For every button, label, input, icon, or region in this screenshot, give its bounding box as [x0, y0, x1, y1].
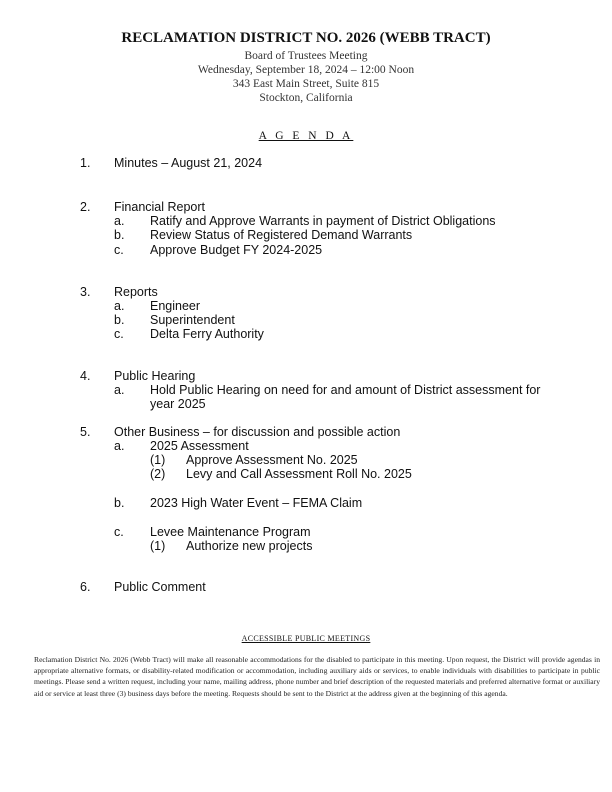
item-number: 2.	[80, 200, 91, 214]
agenda-heading: A G E N D A	[258, 130, 354, 142]
meeting-name: Board of Trustees Meeting	[244, 50, 368, 62]
item-other-business: Other Business – for discussion and possible action	[114, 425, 401, 439]
item-number: 4.	[80, 369, 91, 383]
meeting-city: Stockton, California	[259, 92, 353, 104]
sub-item-ratify-warrants: Ratify and Approve Warrants in payment of District Obligations	[150, 214, 496, 228]
sub-letter: c.	[114, 525, 124, 539]
item-public-comment: Public Comment	[114, 580, 206, 594]
sub-letter: a.	[114, 383, 125, 397]
sub-sub-number: (2)	[150, 467, 166, 481]
sub-letter: a.	[114, 214, 125, 228]
sub-letter: c.	[114, 243, 124, 257]
meeting-address: 343 East Main Street, Suite 815	[232, 78, 380, 90]
sub-letter: b.	[114, 496, 125, 510]
sub-letter: a.	[114, 299, 125, 313]
item-number: 3.	[80, 285, 91, 299]
item-minutes: Minutes – August 21, 2024	[114, 156, 263, 170]
accessibility-notice: Reclamation District No. 2026 (Webb Tract) will make all reasonable accommodations for the disabled to participate in this meeting. Upon request, the District will provide agendas in appropriate alternative formats, or disability-related modification or accommodation, including auxiliary aids or services, to enable individuals with disabilities to participate in public meetings. Please send a written request, including your name, mailing address, phone number and brief description of the requested materials and preferred alternative format or auxiliary aid or service at least three (3) business days before the meeting. Requests should be sent to the District at the address given at the beginning of this agenda.	[34, 655, 600, 698]
sub-sub-number: (1)	[150, 453, 166, 467]
sub-letter: c.	[114, 327, 124, 341]
sub-item-delta-ferry: Delta Ferry Authority	[150, 327, 264, 341]
sub-sub-item-new-projects: Authorize new projects	[186, 539, 313, 553]
sub-item-review-warrants: Review Status of Registered Demand Warrants	[150, 228, 413, 242]
accessibility-heading: ACCESSIBLE PUBLIC MEETINGS	[241, 634, 371, 643]
sub-item-hold-hearing: Hold Public Hearing on need for and amount of District assessment for	[150, 383, 541, 397]
sub-item-levee-maintenance: Levee Maintenance Program	[150, 525, 311, 539]
item-public-hearing: Public Hearing	[114, 369, 196, 383]
sub-letter: b.	[114, 228, 125, 242]
sub-item-fema-claim: 2023 High Water Event – FEMA Claim	[150, 496, 363, 510]
sub-item-hold-hearing-cont: year 2025	[150, 397, 206, 411]
sub-item-engineer: Engineer	[150, 299, 201, 313]
sub-item-approve-budget: Approve Budget FY 2024-2025	[150, 243, 323, 257]
item-financial-report: Financial Report	[114, 200, 206, 214]
document-title: RECLAMATION DISTRICT NO. 2026 (WEBB TRACT)	[121, 30, 491, 46]
sub-item-superintendent: Superintendent	[150, 313, 235, 327]
sub-letter: a.	[114, 439, 125, 453]
sub-letter: b.	[114, 313, 125, 327]
sub-item-2025-assessment: 2025 Assessment	[150, 439, 249, 453]
item-number: 1.	[80, 156, 91, 170]
sub-sub-item-approve-assessment: Approve Assessment No. 2025	[186, 453, 358, 467]
meeting-datetime: Wednesday, September 18, 2024 – 12:00 Noon	[197, 64, 415, 76]
sub-sub-item-levy-roll: Levy and Call Assessment Roll No. 2025	[186, 467, 412, 481]
item-number: 6.	[80, 580, 91, 594]
item-number: 5.	[80, 425, 91, 439]
sub-sub-number: (1)	[150, 539, 166, 553]
item-reports: Reports	[114, 285, 158, 299]
